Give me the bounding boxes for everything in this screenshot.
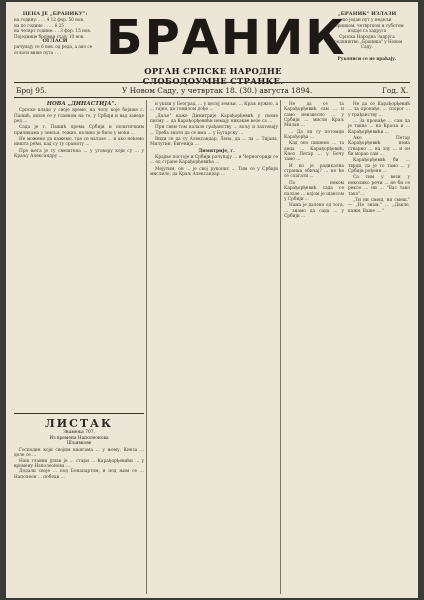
paragraph: „Ти ни смеш, ни смеш." — „Не знам." ... „Дакле, кажи, Ваше ... " (348, 197, 410, 214)
newspaper-page (6, 2, 418, 598)
paragraph: Сада је г. Пашић према Србији и политичким приликама у земљи, тежио, колико је било у моћи ... (14, 125, 144, 136)
price-box (14, 12, 96, 55)
column-1 (14, 102, 144, 160)
publisher-box (326, 12, 408, 61)
column-divider (280, 100, 281, 594)
signature: Димитрије, г. (198, 148, 235, 154)
paragraph: При свем том налазе грађанству ... вољу и захтевају ... Треба знати да се има ... у Бугарску ... (150, 125, 278, 136)
paragraph: Нама је далеко од тога, ... знамо да сада ... у Србији ... (284, 203, 344, 219)
price-heading: ЦЕНА ЈЕ „БРАНИКУ": (22, 11, 88, 17)
feuilleton-title: ЛИСТАК (44, 417, 114, 430)
feuilleton-text (14, 448, 144, 480)
rule-top (14, 82, 410, 83)
ads-text: рачунају се 6 нов. од реда, а ако се огласи више пута . . . (14, 44, 93, 55)
publisher-line: уредништво „Браника" у Новом Саду. (331, 39, 403, 50)
price-line: на по године . . . . 6 25 (14, 22, 64, 28)
publisher-line: Рукописи се не враћају. (337, 55, 397, 61)
paragraph: Кад оно пишемо ... та деца ... Карађорђевић, Кнез Петар ... у Бечу тамо ... (284, 141, 344, 163)
feuilleton-header (14, 417, 144, 447)
price-line: Појединце бројеви стају 10 нов. (14, 33, 85, 39)
price-line: на годину: . . . 4 12 фор. 50 нов. (14, 17, 85, 23)
paragraph: И ко је радикална странка обичај? ... не ће се слагати ... (284, 163, 344, 180)
publisher-line: по један пут у недељи (342, 17, 392, 23)
issue-date: У Новом Саду, у четвртак 18. (30.) августа 1894. (122, 86, 313, 95)
column-3 (284, 102, 344, 220)
paragraph: Не да се та Карађорђевић сам ... и само неизвесно ... у Србији ... мисли Краљ Милан ... (284, 102, 344, 129)
newspaper-title: БРАНИК (106, 10, 347, 66)
paragraph: Наш главни јунак је ... стари ... Карађорђевићи ... у времену Наполеонова ... (14, 458, 144, 470)
paragraph: Мејутим, он ... је свој рукопис ... Тим се у Србији мислило, да Краљ Александар ... (150, 166, 278, 178)
paragraph: Види се да су Александар, Лена, да ... ла ... Тијана, Милутин, Евгенија ... (150, 137, 278, 148)
feuilleton-rule (14, 413, 144, 414)
paragraph: ... Да ли су потомци Карађорђа ... (284, 129, 344, 141)
price-line: на четврт године: . . 3 фор. 15 нов. (14, 28, 92, 34)
publisher-line: уторником, четвртком и суботом (330, 22, 404, 28)
article-heading: НОВА „ДИНАСТИЈА". (46, 101, 117, 107)
column-2 (150, 102, 278, 178)
paragraph: ... За пронађе ... сам да је таква ... на Краља и ... Карађорђевићи ... (348, 119, 410, 135)
column-divider (146, 100, 147, 594)
publisher-heading: „БРАНИК" ИЗЛАЗИ (337, 11, 397, 17)
publisher-line: издаје га задруга (347, 28, 387, 34)
paragraph: Пре њега је ту смештена ... у уговору који су ... у Краљу Александру ... (14, 148, 144, 160)
publisher-line: Српска Народна Задруга (339, 33, 395, 39)
paragraph: Са тим у вези у неколико речи ... не би се рекло ... ни ... "Вас тако тако"... (348, 175, 410, 197)
issue-number: Број 95. (16, 86, 48, 95)
paragraph: Не можемо да кажемо, где се налазе ... и ако нећемо ништа рећи, кад су ту срамоту ... (14, 137, 144, 148)
paragraph: Српске владе у своје време, на челу које бејаше г. Пашић, ишле се у главном на то, у Србији и вад заведе ред ... (14, 108, 144, 125)
column-4 (348, 102, 410, 215)
paragraph: По неком Карађорђевић сада се налазе ... којом је шансом у Србији ... (284, 180, 344, 202)
paragraph: Не да се Карађорђевић ... за пронађе, ... спорог ... у грађанству ... (348, 102, 410, 118)
newspaper-subtitle: ОРГАН СРПСКЕ НАРОДНЕ СЛОБОДОУМНЕ СТРАНКЕ. (142, 66, 284, 86)
paragraph: „Даље" каже Димитрије Карађорђевић у своме писму ... да Карађорђевићи немају никакве везе са ... (150, 113, 278, 125)
paragraph: Господин који својим књигама ... у њему, Кнеза ... деле се ... (14, 448, 144, 459)
issue-year: Год. X. (382, 86, 409, 95)
rule-bottom (14, 97, 410, 98)
paragraph: Крајње постоје и Србији рачунају ... и Черногорији се ... од стране Карађорђевића ... (150, 155, 278, 166)
feuilleton-subtitle: Шљивкове (66, 441, 92, 447)
paragraph: Ако Петар Карађорђевић нема стварно ... на злу ... и он би морао сам ... (348, 136, 410, 158)
paragraph: Додали своје ... под Бонапартом, и под њим се ... Наполеон ... победи ... (14, 469, 144, 480)
paragraph: и ушли у Београд. ... у целој земљи, ... Краљ нужно, а ... тајно, да гомилом дође ... (150, 102, 278, 113)
feuilleton-subtitle: Из времена Наполеонова (49, 435, 109, 441)
ads-heading: ОГЛАСИ (42, 38, 68, 45)
feuilleton-subtitle: Знамења 707. (63, 430, 95, 435)
paragraph: Карађорђевић би ... тврди, да је то тамо ... у Србији рођени ... (348, 158, 410, 175)
